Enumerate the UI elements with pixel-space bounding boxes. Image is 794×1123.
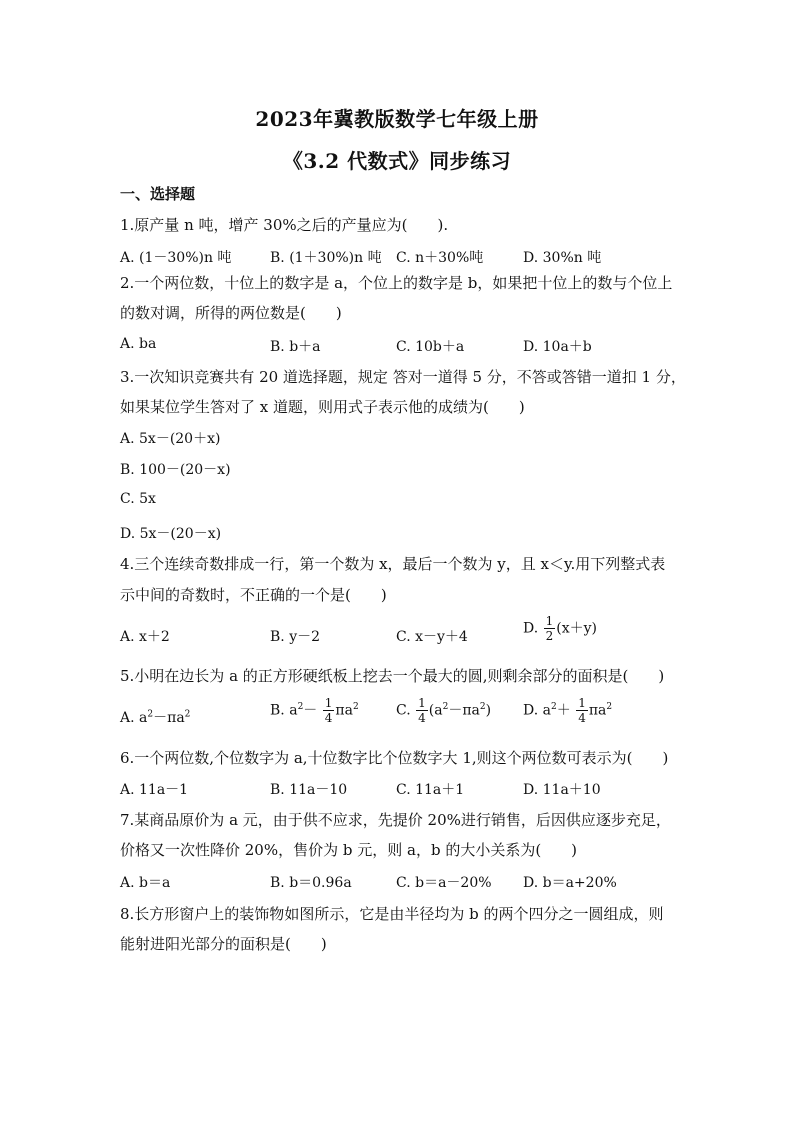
q6-option-c: C. 11a＋1 xyxy=(396,782,465,798)
q4-option-c: C. x－y＋4 xyxy=(396,629,468,645)
page-title: 2023年冀教版数学七年级上册 xyxy=(255,107,539,131)
var-a: a xyxy=(598,702,607,719)
q5-option-b xyxy=(270,696,359,725)
question-7-line-1: 7.某商品原价为 a 元，由于供不应求，先提价 20%进行销售，后因供应逐步充足， xyxy=(120,811,671,829)
exponent: 2 xyxy=(147,709,154,720)
fraction-numerator: 1 xyxy=(545,614,554,628)
question-4-line-2: 示中间的奇数时，不正确的一个是( ) xyxy=(120,586,387,604)
var-a: a xyxy=(139,710,148,726)
q3-option-b: B. 100－(20－x) xyxy=(120,462,231,478)
q3-option-a: A. 5x－(20＋x) xyxy=(120,431,221,447)
exponent: 2 xyxy=(442,701,449,712)
q7-option-b: B. b＝0.96a xyxy=(270,875,352,891)
q6-option-d: D. 11a＋10 xyxy=(523,782,601,798)
exponent: 2 xyxy=(551,701,557,712)
q5-option-c xyxy=(396,696,491,725)
fraction-denominator: 4 xyxy=(324,711,333,725)
page-subtitle: 《3.2 代数式》同步练习 xyxy=(282,149,512,173)
fraction-denominator: 4 xyxy=(418,711,426,725)
q1-option-a: A. (1－30%)n 吨 xyxy=(120,250,232,266)
var-a: a xyxy=(434,702,443,719)
q4-d-prefix: D. xyxy=(523,620,539,637)
exponent: 2 xyxy=(184,709,191,720)
pi-symbol: π xyxy=(335,702,345,719)
minus-sign: － xyxy=(303,702,318,719)
section-heading: 一、选择题 xyxy=(120,185,196,203)
question-1: 1.原产量 n 吨，增产 30%之后的产量应为( ). xyxy=(120,216,449,234)
q4-option-d xyxy=(523,614,597,643)
question-3-line-2: 如果某位学生答对了 x 道题，则用式子表示他的成绩为( ) xyxy=(120,398,525,416)
var-a: a xyxy=(289,702,298,719)
minus-sign: － xyxy=(153,710,168,726)
exponent: 2 xyxy=(352,701,359,712)
q6-option-a: A. 11a－1 xyxy=(120,782,189,798)
q5-d-prefix: D. xyxy=(523,702,539,719)
q4-d-rest: (x＋y) xyxy=(556,620,598,637)
fraction-denominator: 4 xyxy=(578,711,586,725)
q5-option-d xyxy=(523,696,612,725)
question-2-line-2: 的数对调，所得的两位数是( ) xyxy=(120,304,342,322)
q2-option-d: D. 10a＋b xyxy=(523,339,592,355)
question-6: 6.一个两位数,个位数字为 a,十位数字比个位数字大 1,则这个两位数可表示为( ) xyxy=(120,749,669,767)
var-a: a xyxy=(471,702,480,719)
q7-option-d: D. b＝a+20% xyxy=(523,875,617,891)
fraction-numerator: 1 xyxy=(418,696,426,710)
q4-option-b: B. y－2 xyxy=(270,629,321,645)
var-a: a xyxy=(176,710,185,726)
q5-a-prefix: A. xyxy=(120,710,135,726)
fraction xyxy=(576,696,588,725)
question-7-line-2: 价格又一次性降价 20%，售价为 b 元，则 a，b 的大小关系为( ) xyxy=(120,841,578,859)
q7-option-c: C. b＝a－20% xyxy=(396,875,492,891)
exponent: 2 xyxy=(479,701,486,712)
plus-sign: ＋ xyxy=(556,702,571,719)
q5-option-a xyxy=(120,707,190,727)
minus-sign: － xyxy=(448,702,463,719)
fraction xyxy=(416,696,428,725)
q3-option-d: D. 5x－(20－x) xyxy=(120,526,222,542)
fraction-numerator: 1 xyxy=(324,696,333,710)
q4-option-a: A. x＋2 xyxy=(120,629,170,645)
q1-option-d: D. 30%n 吨 xyxy=(523,250,602,266)
pi-symbol: π xyxy=(167,710,177,726)
open-paren: ( xyxy=(428,702,435,719)
fraction-numerator: 1 xyxy=(578,696,586,710)
question-5: 5.小明在边长为 a 的正方形硬纸板上挖去一个最大的圆,则剩余部分的面积是( ) xyxy=(120,667,665,685)
question-3-line-1: 3.一次知识竞赛共有 20 道选择题，规定 答对一道得 5 分，不答或答错一道扣 1 分， xyxy=(120,368,686,386)
pi-symbol: π xyxy=(588,702,599,719)
q2-option-b: B. b＋a xyxy=(270,339,321,355)
exponent: 2 xyxy=(606,701,613,712)
question-4-line-1: 4.三个连续奇数排成一行，第一个数为 x，最后一个数为 y，且 x＜y.用下列整式表 xyxy=(120,555,666,573)
fraction xyxy=(544,614,556,643)
q5-b-prefix: B. xyxy=(270,702,285,719)
var-a: a xyxy=(344,702,353,719)
pi-symbol: π xyxy=(462,702,472,719)
fraction xyxy=(323,696,335,725)
q2-option-a: A. ba xyxy=(120,336,157,352)
question-8-line-1: 8.长方形窗户上的装饰物如图所示，它是由半径均为 b 的两个四分之一圆组成，则 xyxy=(120,905,664,923)
exponent: 2 xyxy=(297,701,304,712)
q5-c-prefix: C. xyxy=(396,702,411,719)
q3-option-c: C. 5x xyxy=(120,491,156,507)
close-paren: ) xyxy=(485,702,492,719)
var-a: a xyxy=(542,702,551,719)
q1-option-c: C. n＋30%吨 xyxy=(396,250,484,266)
q2-option-c: C. 10b＋a xyxy=(396,339,465,355)
fraction-denominator: 2 xyxy=(545,629,554,643)
question-2-line-1: 2.一个两位数，十位上的数字是 a，个位上的数字是 b，如果把十位上的数与个位上 xyxy=(120,274,673,292)
q1-option-b: B. (1＋30%)n 吨 xyxy=(270,250,382,266)
q6-option-b: B. 11a－10 xyxy=(270,782,348,798)
q7-option-a: A. b＝a xyxy=(120,875,171,891)
question-8-line-2: 能射进阳光部分的面积是( ) xyxy=(120,935,327,953)
